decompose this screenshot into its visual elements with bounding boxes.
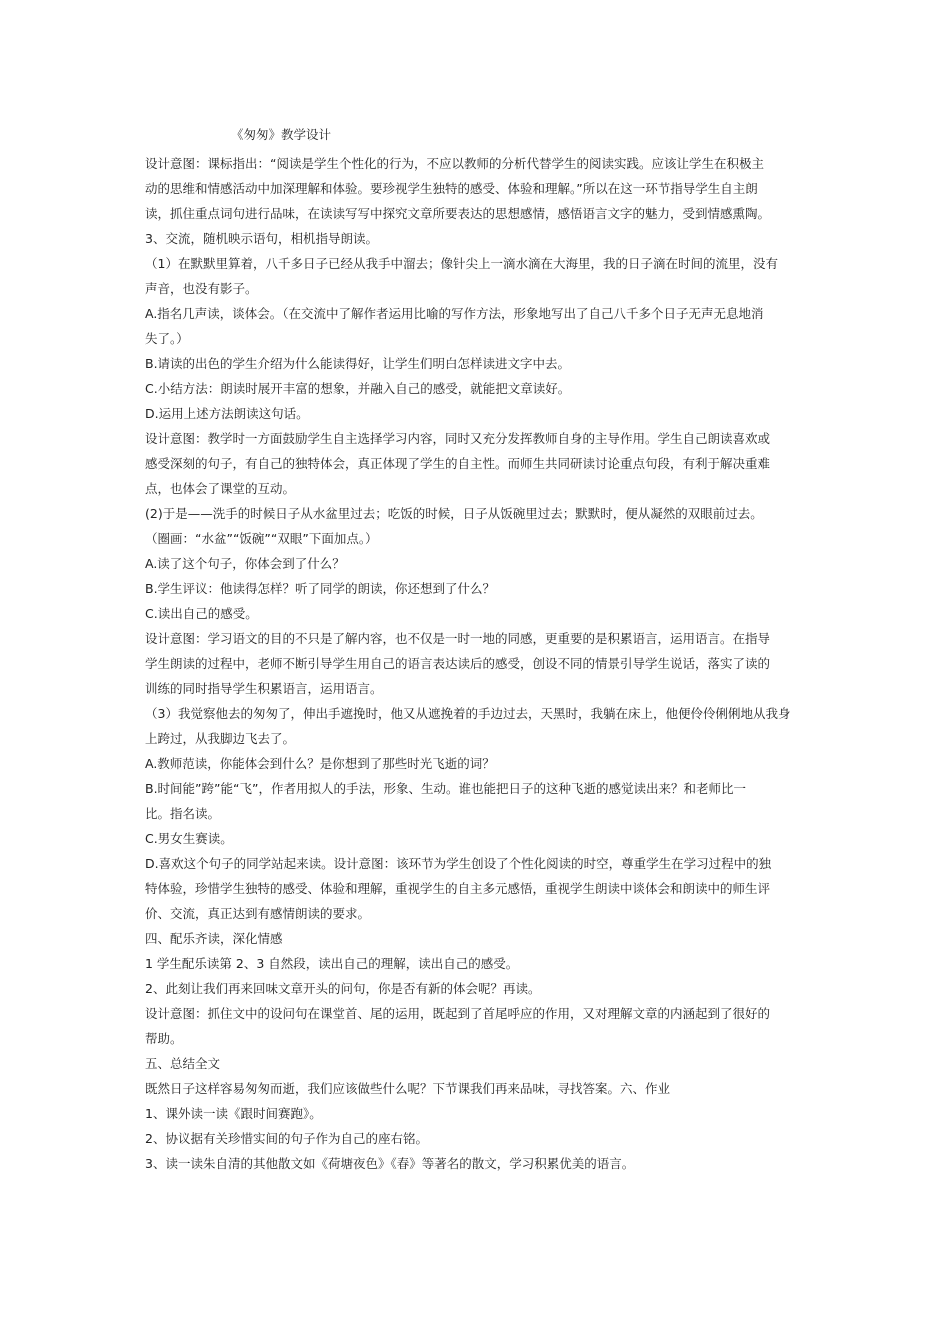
text-line: （1）在默默里算着，八千多日子已经从我手中溜去；像针尖上一滴水滴在大海里，我的日子滴在时间的流里，没有 xyxy=(145,256,778,271)
text-line: C.读出自己的感受。 xyxy=(145,606,258,621)
text-line: 学生朗读的过程中，老师不断引导学生用自己的语言表达读后的感受，创设不同的情景引导学生说话，落实了读的 xyxy=(145,656,771,671)
text-line: 五、总结全文 xyxy=(145,1056,221,1071)
document-title: 《匆匆》教学设计 xyxy=(231,127,332,142)
text-line: C.男女生赛读。 xyxy=(145,831,233,846)
text-line: B.时间能”跨”能“飞”，作者用拟人的手法，形象、生动。谁也能把日子的这种飞逝的感觉读出来？和老师比一 xyxy=(145,781,746,796)
text-line: 设计意图：教学时一方面鼓励学生自主选择学习内容，同时又充分发挥教师自身的主导作用。学生自己朗读喜欢或 xyxy=(145,431,771,446)
text-line: 声音，也没有影子。 xyxy=(145,281,258,296)
text-line: C.小结方法：朗读时展开丰富的想象，并融入自己的感受，就能把文章读好。 xyxy=(145,381,571,396)
text-line: 价、交流，真正达到有感情朗读的要求。 xyxy=(145,906,371,921)
text-line: 3、读一读朱自清的其他散文如《荷塘夜色》《春》等著名的散文，学习积累优美的语言。 xyxy=(145,1156,635,1171)
text-line: 四、配乐齐读，深化情感 xyxy=(145,931,283,946)
text-line: (2)于是——洗手的时候日子从水盆里过去；吃饭的时候，日子从饭碗里过去；默默时，便从凝然的双眼前过去。 xyxy=(145,506,763,521)
text-line: 2、协议据有关珍惜实间的句子作为自己的座右铭。 xyxy=(145,1131,428,1146)
text-line: 感受深刻的句子，有自己的独特体会，真正体现了学生的自主性。而师生共同研读讨论重点句段，有利于解决重难 xyxy=(145,456,771,471)
text-line: D.运用上述方法朗读这句话。 xyxy=(145,406,309,421)
text-line: 比。指名读。 xyxy=(145,806,221,821)
text-line: 上跨过，从我脚边飞去了。 xyxy=(145,731,296,746)
text-line: 动的思维和情感活动中加深理解和体验。要珍视学生独特的感受、体验和理解。”所以在这一环节指导学生自主朗 xyxy=(145,181,758,196)
text-line: B.请读的出色的学生介绍为什么能读得好，让学生们明白怎样读进文字中去。 xyxy=(145,356,571,371)
text-line: 设计意图：课标指出：“阅读是学生个性化的行为，不应以教师的分析代替学生的阅读实践。应该让学生在积极主 xyxy=(145,156,764,171)
text-line: 帮助。 xyxy=(145,1031,183,1046)
document-body xyxy=(145,151,809,1176)
text-line: A.指名几声读，谈体会。（在交流中了解作者运用比喻的写作方法，形象地写出了自己八千多个日子无声无息地消 xyxy=(145,306,764,321)
text-line: A.读了这个句子，你体会到了什么？ xyxy=(145,556,345,571)
text-line: 特体验，珍惜学生独特的感受、体验和理解，重视学生的自主多元感悟，重视学生朗读中谈体会和朗读中的师生评 xyxy=(145,881,771,896)
text-line: 失了。） xyxy=(145,331,189,346)
text-line: B.学生评议：他读得怎样？听了同学的朗读，你还想到了什么？ xyxy=(145,581,496,596)
text-line: 1 学生配乐读第 2、3 自然段，读出自己的理解，读出自己的感受。 xyxy=(145,956,519,971)
text-line: （3）我觉察他去的匆匆了，伸出手遮挽时，他又从遮挽着的手边过去，天黑时，我躺在床上，他便伶伶俐俐地从我身 xyxy=(145,706,791,721)
text-line: 设计意图：抓住文中的设问句在课堂首、尾的运用，既起到了首尾呼应的作用，又对理解文章的内涵起到了很好的 xyxy=(145,1006,771,1021)
text-line: 点，也体会了课堂的互动。 xyxy=(145,481,296,496)
text-line: 3、交流，随机映示语句，相机指导朗读。 xyxy=(145,231,378,246)
text-line: 设计意图：学习语文的目的不只是了解内容，也不仅是一时一地的同感，更重要的是积累语言，运用语言。在指导 xyxy=(145,631,771,646)
text-line: A.教师范读，你能体会到什么？是你想到了那些时光飞逝的词？ xyxy=(145,756,495,771)
text-line: （圈画：“水盆”“饭碗”“双眼”下面加点。） xyxy=(145,531,378,546)
text-line: 1、课外读一读《跟时间赛跑》。 xyxy=(145,1106,322,1121)
text-line: 训练的同时指导学生积累语言，运用语言。 xyxy=(145,681,383,696)
text-line: 2、此刻让我们再来回味文章开头的问句，你是否有新的体会呢？再读。 xyxy=(145,981,541,996)
text-line: D.喜欢这个句子的同学站起来读。设计意图：该环节为学生创设了个性化阅读的时空，尊重学生在学习过程中的独 xyxy=(145,856,772,871)
text-line: 既然日子这样容易匆匆而逝，我们应该做些什么呢？下节课我们再来品味，寻找答案。六、作业 xyxy=(145,1081,671,1096)
text-line: 读，抓住重点词句进行品味，在读读写写中探究文章所要表达的思想感情，感悟语言文字的魅力，受到情感熏陶。 xyxy=(145,206,771,221)
